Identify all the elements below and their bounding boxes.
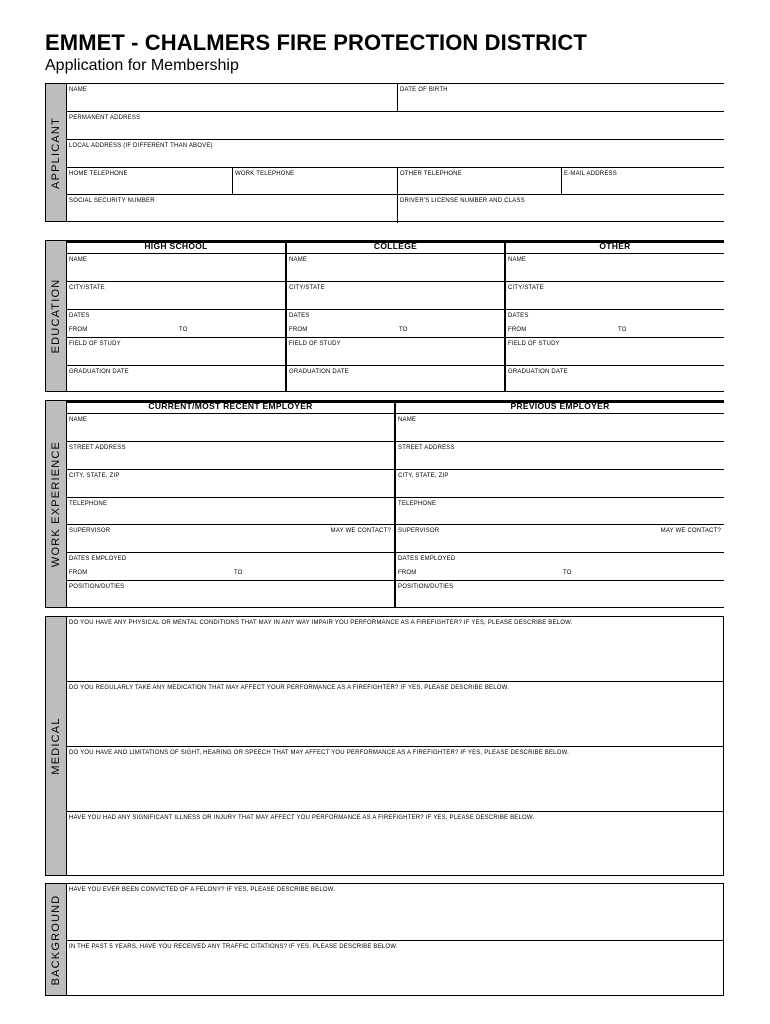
education-col-header-highschool: HIGH SCHOOL: [144, 241, 208, 251]
previous-employer-dates[interactable]: [396, 553, 724, 581]
label: CITY/STATE: [69, 285, 105, 291]
label: FROM: [398, 570, 417, 576]
question-text: DO YOU HAVE ANO LIMITATIONS OF SIGHT, HEARING OR SPEECH THAT MAY AFFECT YOU PERFORMANCE AS A FIREFIGHTER? IF YES, PLEASE DESCRIBE BELOW.: [69, 750, 569, 756]
current-employer-city[interactable]: [67, 470, 394, 498]
label: CITY/STATE: [289, 285, 325, 291]
medical-section: [45, 616, 724, 876]
current-employer-dates[interactable]: [67, 553, 394, 581]
label: STREET ADDRESS: [398, 445, 455, 451]
label: FROM: [69, 570, 88, 576]
applicant-home-telephone-field[interactable]: [67, 168, 232, 195]
other-name-field[interactable]: [506, 254, 724, 282]
background-question-1[interactable]: [67, 883, 723, 941]
label: NAME: [398, 417, 417, 423]
previous-employer-name[interactable]: [396, 414, 724, 442]
applicant-email-field[interactable]: [561, 168, 724, 195]
background-section: [45, 883, 724, 996]
current-employer-supervisor[interactable]: [67, 525, 394, 553]
education-section: [45, 240, 724, 392]
hs-graduation-date[interactable]: [67, 366, 285, 393]
applicant-side-tab: [45, 83, 67, 222]
label: NAME: [69, 417, 88, 423]
label: CITY, STATE, ZIP: [398, 473, 449, 479]
work-col-header-previous: PREVIOUS EMPLOYER: [510, 401, 610, 411]
label: LOCAL ADDRESS (IF DIFFERENT THAN ABOVE): [69, 143, 213, 149]
label: STREET ADDRESS: [69, 445, 126, 451]
medical-question-4[interactable]: [67, 811, 723, 877]
label: TO: [563, 570, 572, 576]
work-section-label: WORK EXPERIENCE: [50, 440, 62, 568]
background-side-tab: [45, 883, 67, 996]
background-question-2[interactable]: [67, 940, 723, 997]
applicant-local-address-field[interactable]: [67, 140, 724, 168]
label: NAME: [289, 257, 308, 263]
hs-name-field[interactable]: [67, 254, 285, 282]
previous-employer-supervisor[interactable]: [396, 525, 724, 553]
label: FROM: [508, 327, 527, 333]
label: DATES EMPLOYED: [69, 556, 127, 562]
label: GRADUATION DATE: [289, 369, 349, 375]
applicant-section: [45, 83, 724, 222]
label: CITY, STATE, ZIP: [69, 473, 120, 479]
medical-section-label: MEDICAL: [50, 717, 62, 775]
education-col-header-other: OTHER: [599, 241, 631, 251]
label: FROM: [289, 327, 308, 333]
label: TO: [234, 570, 243, 576]
label: FIELD OF STUDY: [69, 341, 121, 347]
medical-side-tab: [45, 616, 67, 876]
label: DATE OF BIRTH: [400, 87, 448, 93]
applicant-name-field[interactable]: [67, 84, 397, 112]
applicant-section-label: APPLICANT: [50, 116, 62, 189]
previous-employer-city[interactable]: [396, 470, 724, 498]
label: WORK TELEPHONE: [235, 171, 295, 177]
label: DRIVER'S LICENSE NUMBER AND CLASS: [400, 198, 525, 204]
label: DATES: [508, 313, 529, 319]
label: GRADUATION DATE: [508, 369, 568, 375]
education-section-label: EDUCATION: [50, 278, 62, 354]
label: SOCIAL SECURITY NUMBER: [69, 198, 155, 204]
label: DATES: [289, 313, 310, 319]
page-title: EMMET - CHALMERS FIRE PROTECTION DISTRICT: [45, 30, 587, 55]
label: FIELD OF STUDY: [508, 341, 560, 347]
background-section-label: BACKGROUND: [50, 894, 62, 985]
question-text: DO YOU HAVE ANY PHYSICAL OR MENTAL CONDITIONS THAT MAY IN ANY WAY IMPAIR YOU PERFORMANCE AS A FIREFIGHTER? IF YES, PLEASE DESCRIBE BELOW.: [69, 620, 573, 626]
other-city-field[interactable]: [506, 282, 724, 310]
label: DATES: [69, 313, 90, 319]
work-section: [45, 400, 724, 608]
previous-employer-telephone[interactable]: [396, 498, 724, 525]
label: FIELD OF STUDY: [289, 341, 341, 347]
hs-city-field[interactable]: [67, 282, 285, 310]
label: PERMANENT ADDRESS: [69, 115, 141, 121]
current-employer-name[interactable]: [67, 414, 394, 442]
college-field-of-study[interactable]: [287, 338, 504, 366]
label: NAME: [508, 257, 527, 263]
medical-question-1[interactable]: [67, 616, 723, 682]
page-subtitle: Application for Membership: [45, 57, 239, 74]
label: MAY WE CONTACT?: [330, 528, 391, 534]
applicant-work-telephone-field[interactable]: [232, 168, 397, 195]
current-employer-position[interactable]: [67, 581, 394, 609]
label: POSITION/DUTIES: [398, 584, 454, 590]
label: NAME: [69, 87, 88, 93]
label: E-MAIL ADDRESS: [564, 171, 617, 177]
applicant-dob-field[interactable]: [397, 84, 724, 112]
label: TO: [618, 327, 627, 333]
label: TELEPHONE: [69, 501, 108, 507]
other-dates-field[interactable]: [506, 310, 724, 338]
label: TO: [399, 327, 408, 333]
label: MAY WE CONTACT?: [660, 528, 721, 534]
label: SUPERVISOR: [398, 528, 440, 534]
college-name-field[interactable]: [287, 254, 504, 282]
hs-dates-field[interactable]: [67, 310, 285, 338]
question-text: IN THE PAST 5 YEARS, HAVE YOU RECEIVED ANY TRAFFIC CITATIONS? IF YES, PLEASE DESCRIBE BELOW.: [69, 944, 398, 950]
education-side-tab: [45, 240, 67, 392]
college-graduation-date[interactable]: [287, 366, 504, 393]
applicant-permanent-address-field[interactable]: [67, 112, 724, 140]
current-employer-telephone[interactable]: [67, 498, 394, 525]
label: TO: [179, 327, 188, 333]
label: GRADUATION DATE: [69, 369, 129, 375]
label: SUPERVISOR: [69, 528, 111, 534]
question-text: HAVE YOU HAD ANY SIGNIFICANT ILLNESS OR INJURY THAT MAY AFFECT YOU PERFORMANCE AS A FIREFIGHTER? IF YES, PLEASE DESCRIBE BELOW.: [69, 815, 535, 821]
work-side-tab: [45, 400, 67, 608]
label: CITY/STATE: [508, 285, 544, 291]
education-col-header-college: COLLEGE: [373, 241, 418, 251]
college-dates-field[interactable]: [287, 310, 504, 338]
previous-employer-position[interactable]: [396, 581, 724, 609]
label: POSITION/DUTIES: [69, 584, 125, 590]
medical-question-3[interactable]: [67, 746, 723, 812]
label: DATES EMPLOYED: [398, 556, 456, 562]
label: NAME: [69, 257, 88, 263]
work-col-header-current: CURRENT/MOST RECENT EMPLOYER: [148, 401, 313, 411]
hs-field-of-study[interactable]: [67, 338, 285, 366]
applicant-license-field[interactable]: [397, 195, 724, 223]
label: HOME TELEPHONE: [69, 171, 128, 177]
other-graduation-date[interactable]: [506, 366, 724, 393]
college-city-field[interactable]: [287, 282, 504, 310]
applicant-ssn-field[interactable]: [67, 195, 397, 223]
question-text: DO YOU REGULARLY TAKE ANY MEDICATION THAT MAY AFFECT YOUR PERFORMANCE AS A FIREFIGHTER? IF YES, PLEASE DESCRIBE BELOW.: [69, 685, 510, 691]
previous-employer-street[interactable]: [396, 442, 724, 470]
current-employer-street[interactable]: [67, 442, 394, 470]
applicant-other-telephone-field[interactable]: [397, 168, 562, 195]
question-text: HAVE YOU EVER BEEN CONVICTED OF A FELONY? IF YES, PLEASE DESCRIBE BELOW.: [69, 887, 336, 893]
other-field-of-study[interactable]: [506, 338, 724, 366]
label: TELEPHONE: [398, 501, 437, 507]
medical-question-2[interactable]: [67, 681, 723, 747]
label: FROM: [69, 327, 88, 333]
label: OTHER TELEPHONE: [400, 171, 462, 177]
